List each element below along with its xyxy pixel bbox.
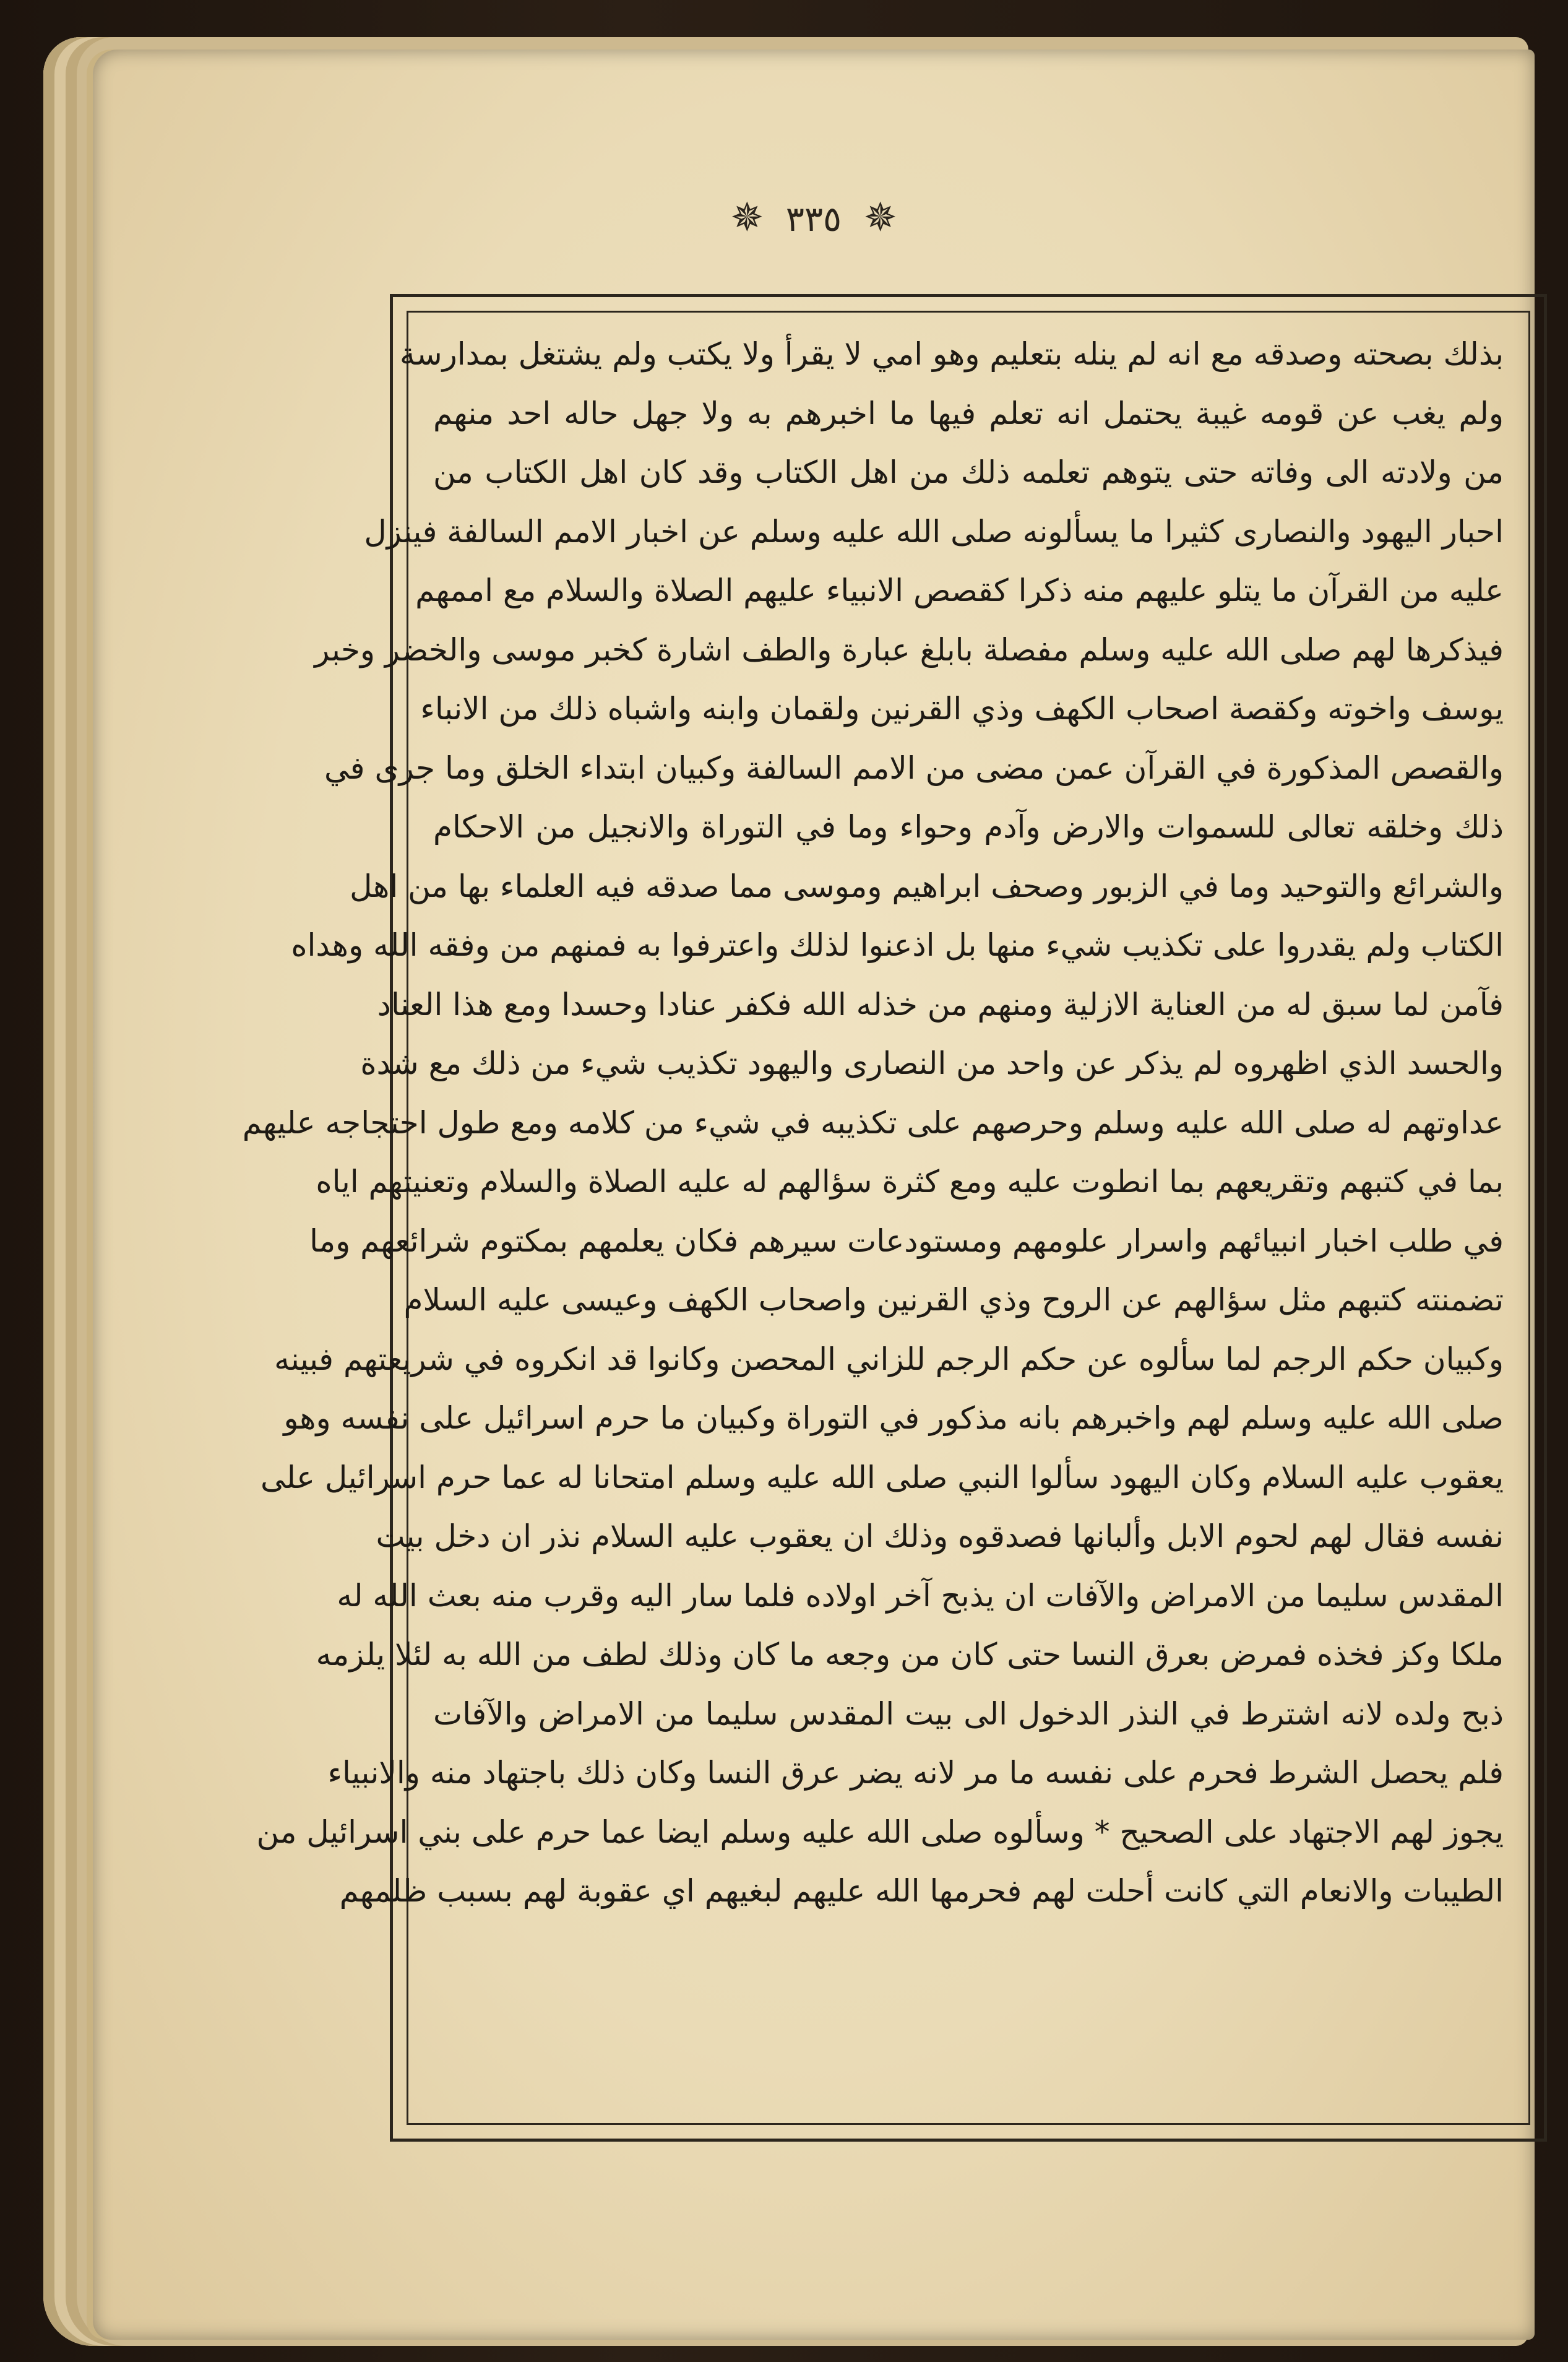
text-line: فآمن لما سبق له من العناية الازلية ومنهم من خذله الله فكفر عنادا وحسدا ومع هذا العناد: [377, 986, 1504, 1023]
text-line: بذلك بصحته وصدقه مع انه لم ينله بتعليم وهو امي لا يقرأ ولا يكتب ولم يشتغل بمدارسة: [399, 336, 1504, 372]
text-line: والقصص المذكورة في القرآن عمن مضى من الامم السالفة وكبيان ابتداء الخلق وما جرى في: [324, 750, 1504, 786]
text-line: يجوز لهم الاجتهاد على الصحيح * وسألوه صلى الله عليه وسلم ايضا عما حرم على بني اسرائيل من: [256, 1814, 1504, 1850]
text-line: ذبح ولده لانه اشترط في النذر الدخول الى بيت المقدس سليما من الامراض والآفات: [433, 1695, 1504, 1732]
text-line: فلم يحصل الشرط فحرم على نفسه ما مر لانه يضر عرق النسا وكان ذلك باجتهاد منه والانبياء: [327, 1755, 1504, 1791]
text-line: في طلب اخبار انبيائهم واسرار علومهم ومستودعات سيرهم فكان يعلمهم بمكتوم شرائعهم وما: [309, 1222, 1504, 1259]
page-number: ٣٣٥: [785, 199, 842, 240]
text-frame-outer: [242, 294, 1547, 2142]
text-line: ملكا وكز فخذه فمرض بعرق النسا حتى كان من وجعه ما كان وذلك لطف من الله به لئلا يلزمه: [316, 1637, 1504, 1672]
text-line: تضمنته كتبهم مثل سؤالهم عن الروح وذي القرنين واصحاب الكهف وعيسى عليه السلام: [403, 1282, 1504, 1318]
text-line: بما في كتبهم وتقريعهم بما انطوت عليه ومع كثرة سؤالهم له عليه الصلاة والسلام وتعنيتهم اياه: [316, 1164, 1504, 1200]
text-line: عداوتهم له صلى الله عليه وسلم وحرصهم على تكذيبه في شيء من كلامه ومع طول احتجاجه عليهم: [242, 1104, 1504, 1141]
text-line: الكتاب ولم يقدروا على تكذيب شيء منها بل اذعنوا لذلك واعترفوا به فمنهم من وفقه الله وهداه: [291, 927, 1504, 963]
text-line: الطيبات والانعام التي كانت أحلت لهم فحرمها الله عليهم لبغيهم اي عقوبة لهم بسبب ظلمهم: [339, 1873, 1504, 1909]
text-line: نفسه فقال لهم لحوم الابل وألبانها فصدقوه وذلك ان يعقوب عليه السلام نذر ان دخل بيت: [376, 1518, 1504, 1554]
text-frame-inner: [242, 311, 1530, 2125]
text-line: يوسف واخوته وكقصة اصحاب الكهف وذي القرنين ولقمان وابنه واشباه ذلك من الانباء: [420, 691, 1504, 727]
text-line: والحسد الذي اظهروه لم يذكر عن واحد من النصارى واليهود تكذيب شيء من ذلك مع شدة: [360, 1045, 1504, 1081]
text-line: صلى الله عليه وسلم لهم واخبرهم بانه مذكور في التوراة وكبيان ما حرم اسرائيل على نفسه وهو: [283, 1400, 1504, 1436]
text-line: ذلك وخلقه تعالى للسموات والارض وآدم وحواء وما في التوراة والانجيل من الاحكام: [433, 809, 1504, 845]
text-line: ولم يغب عن قومه غيبة يحتمل انه تعلم فيها ما اخبرهم به ولا جهل حاله احد منهم: [433, 395, 1504, 431]
text-line: عليه من القرآن ما يتلو عليهم منه ذكرا كقصص الانبياء عليهم الصلاة والسلام مع اممهم: [415, 573, 1504, 608]
text-line: المقدس سليما من الامراض والآفات ان يذبح آخر اولاده فلما سار اليه وقرب منه بعث الله له: [337, 1577, 1504, 1614]
text-line: والشرائع والتوحيد وما في الزبور وصحف ابراهيم وموسى مما صدقه فيه العلماء بها من اهل: [350, 868, 1504, 904]
text-body: [242, 325, 1504, 2111]
book-page: [93, 50, 1535, 2340]
text-line: يعقوب عليه السلام وكان اليهود سألوا النبي صلى الله عليه وسلم امتحانا له عما حرم اسرائيل على: [260, 1459, 1504, 1495]
page-header: [93, 195, 1535, 241]
text-line: فيذكرها لهم صلى الله عليه وسلم مفصلة بابلغ عبارة والطف اشارة كخبر موسى والخضر وخبر: [314, 631, 1504, 668]
text-line: من ولادته الى وفاته حتى يتوهم تعلمه ذلك من اهل الكتاب وقد كان اهل الكتاب من: [433, 454, 1504, 490]
text-line: احبار اليهود والنصارى كثيرا ما يسألونه صلى الله عليه وسلم عن اخبار الامم السالفة فينزل: [364, 513, 1504, 550]
text-line: وكبيان حكم الرجم لما سألوه عن حكم الرجم للزاني المحصن وكانوا قد انكروه في شريعتهم فبينه: [274, 1341, 1504, 1377]
ornament-left-icon: ✵: [730, 195, 764, 241]
ornament-right-icon: ✵: [863, 195, 897, 241]
